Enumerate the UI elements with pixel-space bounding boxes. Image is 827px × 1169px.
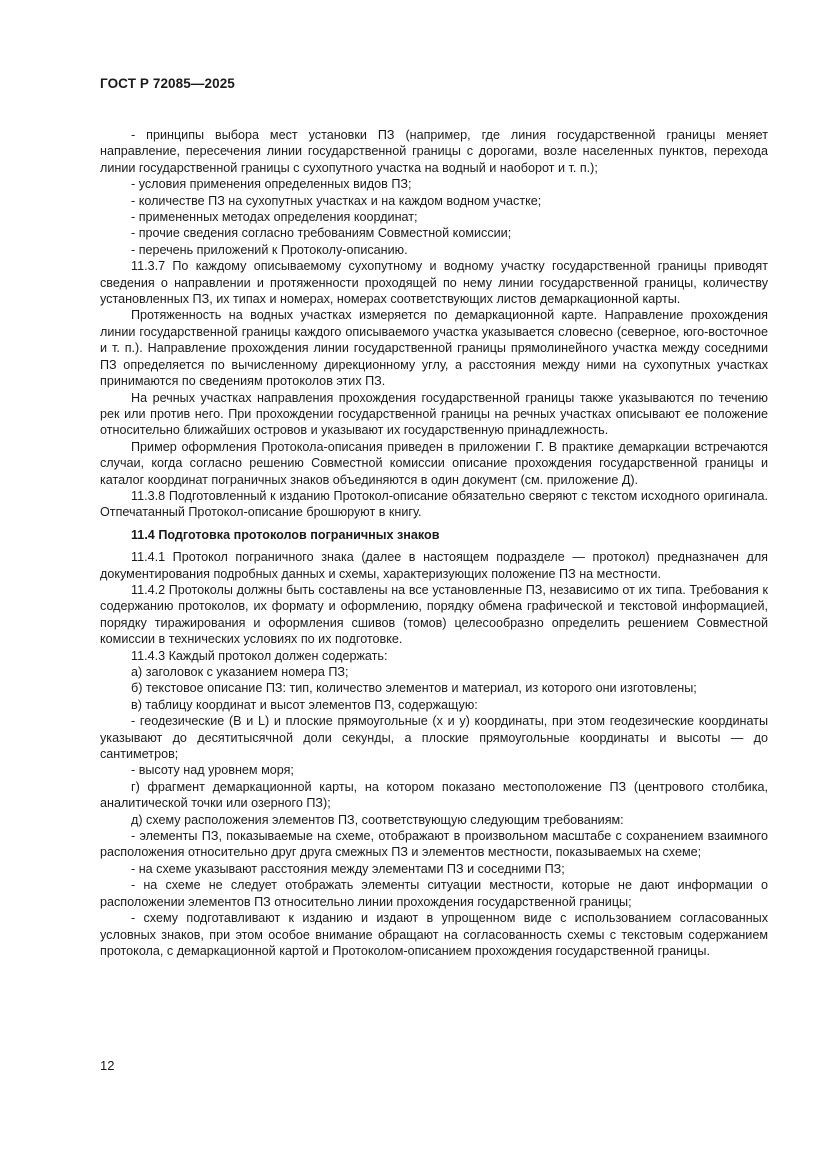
page-number: 12 <box>100 1058 115 1073</box>
paragraph: На речных участках направления прохождения государственной границы также указываются по течению рек или против него. При прохождении государственной границы на речных участках описывают ее положение относительно ближайших островов и указывают их государственную принадлежность. <box>100 390 768 438</box>
paragraph: 11.4.3 Каждый протокол должен содержать: <box>131 648 388 663</box>
paragraph: - прочие сведения согласно требованиям Совместной комиссии; <box>131 226 512 241</box>
paragraph: - перечень приложений к Протоколу-описанию. <box>131 242 408 257</box>
paragraph: 11.3.8 Подготовленный к изданию Протокол-описание обязательно сверяют с текстом исходного оригинала. Отпечатанный Протокол-описание брошюруют в книгу. <box>100 488 768 520</box>
paragraph: - геодезические (B и L) и плоские прямоугольные (x и y) координаты, при этом геодезические координаты указывают до десятитысячной доли секунды, а плоские прямоугольные координаты и высоты — до сантиметров; <box>100 714 768 762</box>
paragraph: в) таблицу координат и высот элементов ПЗ, содержащую: <box>131 697 478 712</box>
paragraph: - элементы ПЗ, показываемые на схеме, отображают в произвольном масштабе с сохранением взаимного расположения относительно друг друга смежных ПЗ и элементов местности, показываемых на схеме; <box>100 829 768 860</box>
document-body <box>100 127 768 959</box>
paragraph: - условия применения определенных видов ПЗ; <box>131 177 412 192</box>
paragraph: Протяженность на водных участках измеряется по демаркационной карте. Направление прохождения линии государственной границы каждого описываемого участка указывается словесно (северное, юго-восточное и т. п.). Направление прохождения линии государственной границы прямолинейного участка между соседними ПЗ определяется по вычисленному дирекционному углу, а расстояния между ними на сухопутных участках принимаются по сведениям протоколов этих ПЗ. <box>100 308 768 389</box>
paragraph: 11.4.1 Протокол пограничного знака (далее в настоящем подразделе — протокол) предназначен для документирования подробных данных и схемы, характеризующих положение ПЗ на местности. <box>100 550 768 581</box>
paragraph: б) текстовое описание ПЗ: тип, количество элементов и материал, из которого они изготовлены; <box>131 681 697 696</box>
paragraph: - примененных методах определения координат; <box>131 210 418 225</box>
paragraph: Пример оформления Протокола-описания приведен в приложении Г. В практике демаркации встречаются случаи, когда согласно решению Совместной комиссии описание прохождения государственной границы и каталог координат пограничных знаков объединяются в один документ (см. приложение Д). <box>100 439 768 487</box>
paragraph: - схему подготавливают к изданию и издают в упрощенном виде с использованием согласованных условных знаков, при этом особое внимание обращают на согласованность схемы с текстовым содержанием протокола, с демаркационной картой и Протоколом-описанием прохождения государственной границы. <box>100 911 768 958</box>
paragraph: г) фрагмент демаркационной карты, на котором показано местоположение ПЗ (центрового столбика, аналитической точки или озерного ПЗ); <box>100 779 768 811</box>
paragraph: - высоту над уровнем моря; <box>131 763 294 778</box>
document-header: ГОСТ Р 72085—2025 <box>100 76 235 91</box>
paragraph: - на схеме не следует отображать элементы ситуации местности, которые не дают информации о расположении элементов ПЗ относительно линии прохождения государственной границы; <box>100 878 768 909</box>
paragraph: 11.4.2 Протоколы должны быть составлены на все установленные ПЗ, независимо от их типа. Требования к содержанию протоколов, их формату и оформлению, порядку обмена графической и текстовой информацией, порядку тиражирования и оформления сшивов (томов) целесообразно определить решением Совместной комиссии в технических условиях по их подготовке. <box>100 582 768 647</box>
paragraph: - принципы выбора мест установки ПЗ (например, где линия государственной границы меняет направление, пересечения линии государственной границы с дорогами, возле населенных пунктов, перехода линии государственной границы с сухопутного участка на водный и наоборот и т. п.); <box>100 128 768 175</box>
section-heading: 11.4 Подготовка протоколов пограничных знаков <box>131 527 440 542</box>
paragraph: 11.3.7 По каждому описываемому сухопутному и водному участку государственной границы приводят сведения о направлении и протяженности проходящей по нему линии государственной границы, количеству установленных ПЗ, их типах и номерах, номерах соответствующих листов демаркационной карты. <box>100 259 768 307</box>
paragraph: а) заголовок с указанием номера ПЗ; <box>131 665 349 679</box>
paragraph: д) схему расположения элементов ПЗ, соответствующую следующим требованиям: <box>131 812 624 827</box>
paragraph: - на схеме указывают расстояния между элементами ПЗ и соседними ПЗ; <box>131 861 565 876</box>
paragraph: - количестве ПЗ на сухопутных участках и на каждом водном участке; <box>131 193 542 208</box>
